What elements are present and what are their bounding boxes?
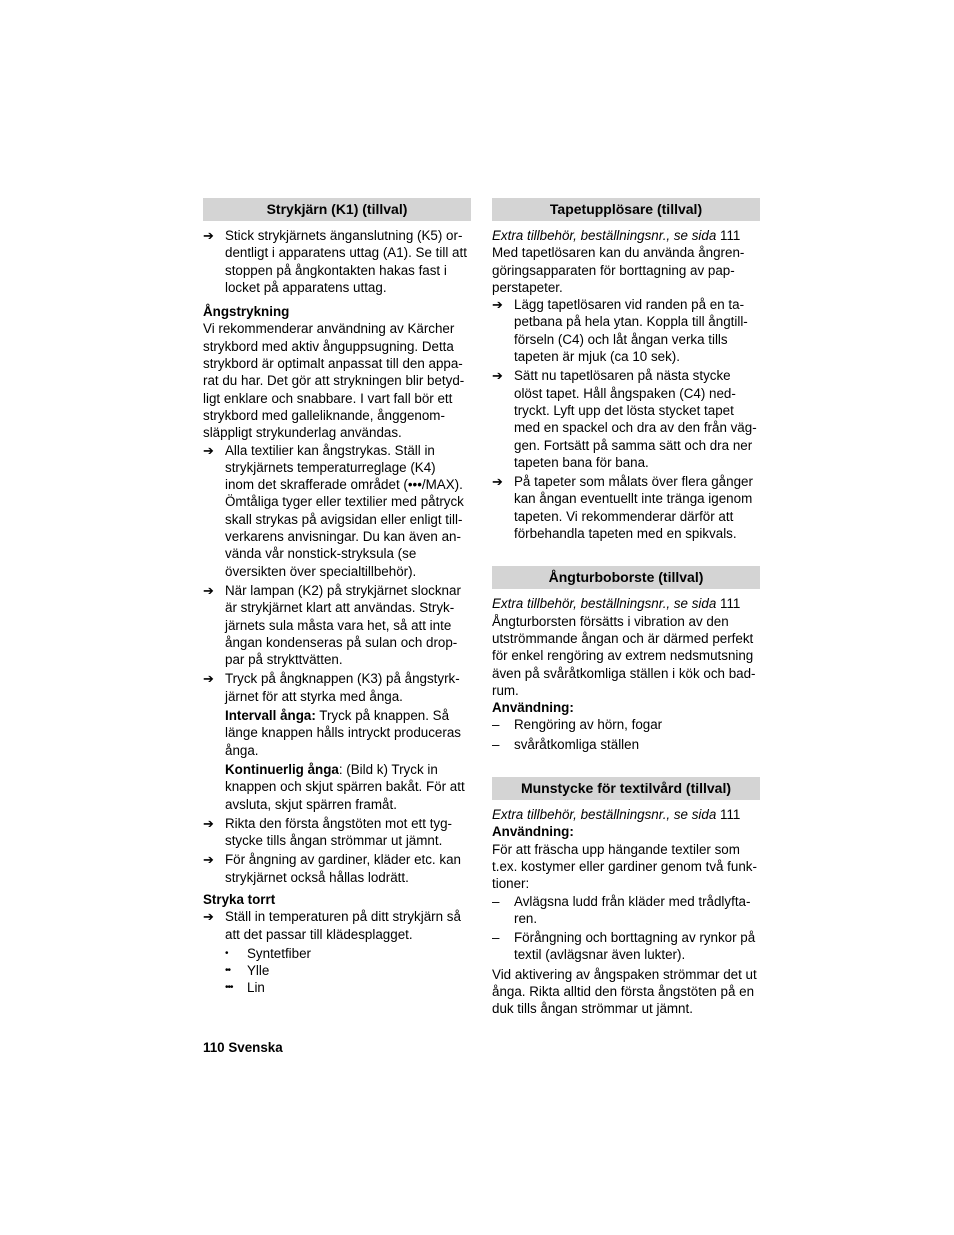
arrow-icon: ➔	[203, 671, 214, 687]
usage-item: – Avlägsna ludd från kläder med trådlyfta- ren.	[492, 893, 751, 926]
arrow-icon: ➔	[203, 228, 214, 243]
temperature-dot-item: •• Ylle	[225, 963, 270, 979]
arrow-icon: ➔	[492, 474, 503, 490]
section-heading-munstycke: Munstycke för textilvård (tillval)	[492, 777, 760, 800]
right-column	[492, 198, 764, 1018]
paragraph: Med tapetlösaren kan du använda ångren- göringsapparaten för borttagning av pap- perstapeter.	[492, 245, 745, 295]
accessory-reference: Extra tillbehör, beställningsnr., se sida 111	[492, 807, 741, 823]
paragraph: Ångturborsten försätts i vibration av den utströmmande ångan och är därmed perfekt för enkel rengöring av extrem nedsmutsning även på svåråtkomliga ställen i kök och bad- rum.	[492, 613, 756, 698]
usage-item: – svåråtkomliga ställen	[492, 736, 640, 752]
subheading-stryka-torrt: Stryka torrt	[203, 891, 276, 907]
arrow-icon: ➔	[492, 368, 503, 384]
subheading-angstrykning: Ångstrykning	[203, 304, 290, 320]
instruction-step: ➔ Tryck på ångknappen (K3) på ångstyrk- järnet för att styrka med ånga.	[203, 671, 460, 704]
section-heading-angturboborste: Ångturboborste (tillval)	[492, 566, 760, 589]
paragraph: Vi rekommenderar användning av Kärcher strykbord med aktiv ånguppsugning. Detta strykbord är optimalt anpassat till den appa- rat du har. Det gör att strykningen blir betyd- ligt enklare och snabbare. I vart fall bör ett strykbord med galleliknande, ånggenom- släppligt strykunderlag användas.	[203, 321, 465, 441]
left-column	[203, 198, 475, 997]
accessory-reference: Extra tillbehör, beställningsnr., se sida 111	[492, 596, 741, 612]
usage-item: – Förångning och borttagning av rynkor på textil (avlägsnar även lukter).	[492, 930, 756, 963]
temperature-dot-item: ••• Lin	[225, 980, 265, 996]
paragraph: Vid aktivering av ångspaken strömmar det ut ånga. Rikta alltid den första ångstöten på en duk tills ångan strömmar ut jämnt.	[492, 966, 757, 1017]
instruction-step: ➔ När lampan (K2) på strykjärnet slocknar är strykjärnet klart att användas. Stryk- järnets sula måsta vara het, så att inte ångan kondenseras på sulan och drop- par på strykttvätten.	[203, 582, 461, 668]
instruction-step: ➔ Ställ in temperaturen på ditt strykjärn så att det passar till klädesplagget.	[203, 909, 461, 942]
arrow-icon: ➔	[203, 815, 214, 831]
instruction-step: ➔ Lägg tapetlösaren vid randen på en ta- petbana på hela ytan. Koppla till ångtill- förseln (C4) och låt ångan verka tills tapeten är mjuk (ca 10 sek).	[492, 297, 748, 365]
arrow-icon: ➔	[203, 852, 214, 868]
arrow-icon: ➔	[203, 909, 214, 925]
section-heading-tapetupplosare: Tapetupplösare (tillval)	[492, 198, 760, 221]
usage-label: Användning:	[492, 700, 574, 716]
section-heading-strykjarn: Strykjärn (K1) (tillval)	[203, 198, 471, 221]
instruction-step: ➔ För ångning av gardiner, kläder etc. kan strykjärnet också hållas lodrätt.	[203, 852, 461, 885]
arrow-icon: ➔	[203, 582, 214, 598]
page-footer: 110 Svenska	[203, 1040, 283, 1055]
usage-label: Användning:	[492, 824, 574, 840]
instruction-step: ➔ Alla textilier kan ångstrykas. Ställ in strykjärnets temperaturreglage (K4) inom det skrafferade området (•••/MAX). Ömtåliga tyger eller textilier med påtryck skall strykas på avigsidan eller enligt till- verkarens anvisningar. Du kan även an- vända vår nonstick-stryksula (se översikten över specialtillbehör).	[203, 442, 464, 579]
usage-item: – Rengöring av hörn, fogar	[492, 717, 663, 733]
continuous-steam-note: Kontinuerlig ånga: (Bild k) Tryck in knappen och skjut spärren bakåt. För att avsluta, skjut spärren framåt.	[225, 761, 465, 812]
paragraph: För att fräscha upp hängande textiler som t.ex. kostymer eller gardiner genom två funk- tioner:	[492, 841, 757, 892]
accessory-reference: Extra tillbehör, beställningsnr., se sida 111	[492, 228, 741, 243]
arrow-icon: ➔	[203, 442, 214, 458]
instruction-step: ➔ På tapeter som målats över flera gånger kan ångan eventuellt inte tränga igenom tapeten. Vi rekommenderar därför att förbehandla tapeten med en spikvals.	[492, 474, 753, 542]
interval-steam-note: Intervall ånga: Tryck på knappen. Så länge knappen hålls intryckt produceras ånga.	[225, 708, 461, 758]
instruction-step: ➔ Stick strykjärnets änganslutning (K5) or- dentligt i apparatens uttag (A1). Se till att stoppen på ångkontakten hakas fast i locket på apparatens uttag.	[203, 228, 467, 295]
instruction-step: ➔ Rikta den första ångstöten mot ett tyg- stycke tills ångan strömmar ut jämnt.	[203, 815, 453, 849]
instruction-step: ➔ Sätt nu tapetlösaren på nästa stycke olöst tapet. Håll ångspaken (C4) ned- tryckt. Lyft upp det lösta stycket tapet med en spackel och dra av den från väg- gen. Fortsätt på samma sätt och dra ner tapeten bana för bana.	[492, 368, 757, 470]
temperature-dot-item: • Syntetfiber	[225, 945, 312, 961]
arrow-icon: ➔	[492, 297, 503, 313]
